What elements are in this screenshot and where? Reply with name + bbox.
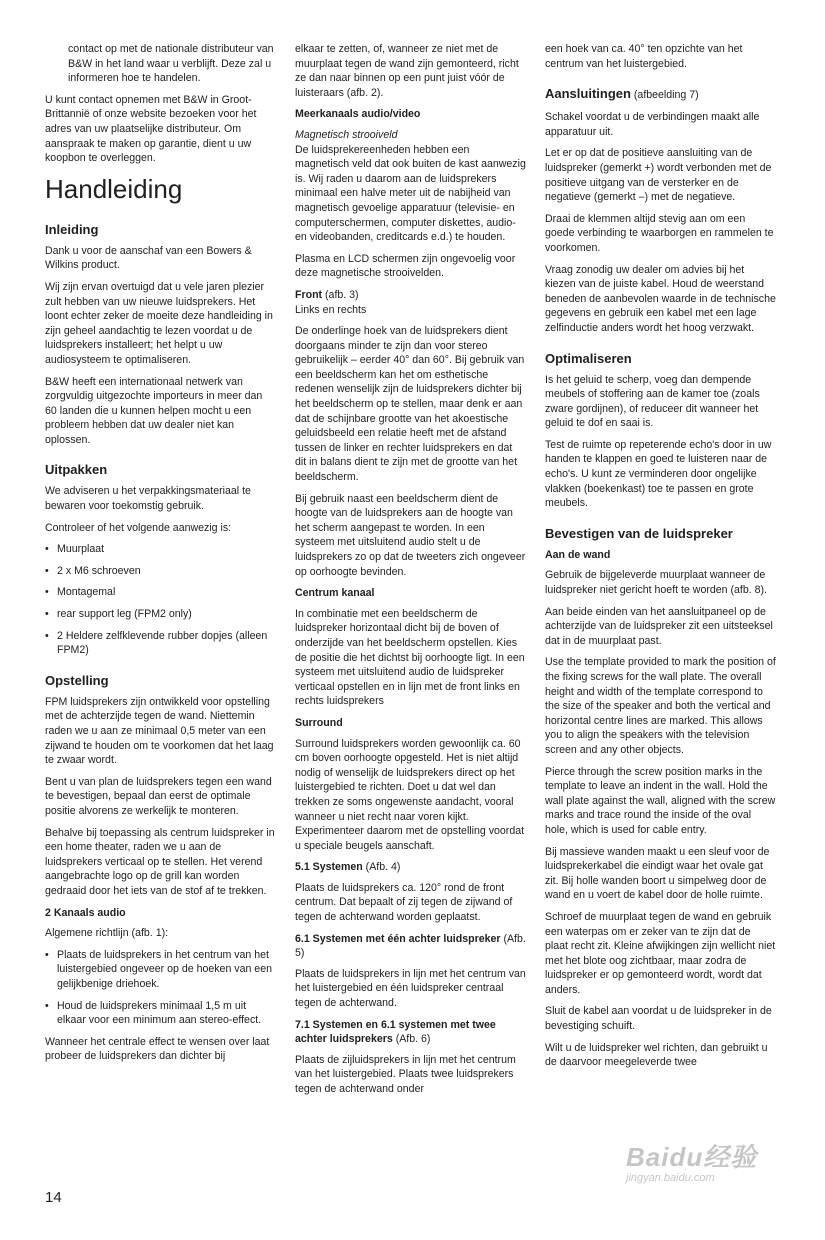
- heading-text: Aansluitingen: [545, 86, 631, 102]
- paragraph: Test de ruimte op repeterende echo's door in uw handen te klappen en goed te luisteren naar de echo's. U kunt ze verminderen door ongelijke vlakken (boekenkast) toe te passen en grote meubels.: [545, 438, 772, 510]
- paragraph: Plasma en LCD schermen zijn ongevoelig voor deze magnetische strooivelden.: [295, 252, 516, 280]
- subheading-7-1: [295, 1018, 526, 1047]
- paragraph: FPM luidsprekers zijn ontwikkeld voor opstelling met de achterzijde tegen de wand. Niettemin raden we u aan ze minimaal 0,5 meter van een zijwand te houden om te voorkomen dat het laag te zwaar wordt.: [45, 695, 274, 767]
- paragraph: Pierce through the screw position marks in the template to leave an indent in the wall. Hold the wall plate against the wall, aligned with the screw marks and trace round the inside of the oval hole, which is used for cable entry.: [545, 765, 776, 836]
- paragraph: Bent u van plan de luidsprekers tegen een wand te bevestigen, bepaal dan eerst de optimale positie alvorens ze werkelijk te monteren.: [45, 775, 272, 817]
- figure-reference: (afb. 3): [322, 288, 359, 301]
- paragraph: elkaar te zetten, of, wanneer ze niet met de muurplaat tegen de wand zijn gemonteerd, richt ze dan naar binnen op een punt juist vóór de luisteraars (afb. 2).: [295, 43, 519, 99]
- paragraph: Let er op dat de positieve aansluiting van de luidspreker (gemerkt +) wordt verbonden met de positieve uitgang van de versterker en de negatieve (gemerkt –) met de negatieve.: [545, 147, 772, 204]
- heading-text: 6.1 Systemen met één achter luidspreker: [295, 932, 501, 945]
- subheading-5-1: [295, 860, 526, 875]
- list-item: • rear support leg (FPM2 only): [45, 607, 276, 622]
- paragraph: Plaats de luidsprekers in lijn met het centrum van het luistergebied en één luidspreker centraal tegen de achterwand.: [295, 967, 526, 1010]
- paragraph: Controleer of het volgende aanwezig is:: [45, 521, 232, 534]
- paragraph: U kunt contact opnemen met B&W in Groot-Brittannië of onze website bezoeken voor het adres van uw plaatselijke distributeur. Om aanspraak te maken op garantie, dient u uw koopbon te overleggen.: [45, 93, 257, 165]
- paragraph: Algemene richtlijn (afb. 1):: [45, 927, 169, 940]
- section-heading-uitpakken: Uitpakken: [45, 462, 108, 478]
- column-1: [45, 42, 276, 1071]
- paragraph: In combinatie met een beeldscherm de luidspreker horizontaal dicht bij de boven of onderzijde van het beeldscherm opstellen. Kies de positie die het dichtst bij oorhoogte ligt. In een systeem met uitsluitend audio de luidspreker verticaal opstellen en in lijn met de front links en rechts luidsprekers: [295, 607, 525, 708]
- list-item: • Houd de luidsprekers minimaal 1,5 m uit elkaar voor een minimum aan stereo-effect.: [45, 999, 276, 1028]
- paragraph: Schakel voordat u de verbindingen maakt alle apparatuur uit.: [545, 111, 760, 138]
- paragraph: Draai de klemmen altijd stevig aan om een goede verbinding te waarborgen en rammelen te voorkomen.: [545, 212, 774, 254]
- paragraph: contact op met de nationale distributeur van B&W in het land waar u verblijft. Deze zal u informeren hoe te handelen.: [68, 43, 274, 85]
- list-item: • 2 Heldere zelfklevende rubber dopjes (alleen FPM2): [45, 629, 276, 658]
- subheading-surround: Surround: [295, 716, 343, 729]
- paragraph: Sluit de kabel aan voordat u de luidspreker in de bevestiging schuift.: [545, 1005, 772, 1033]
- list-item: • Plaats de luidsprekers in het centrum van het luistergebied ongeveer op de hoeken van een gelijkbenige driehoek.: [45, 948, 276, 992]
- paragraph: Surround luidsprekers worden gewoonlijk ca. 60 cm boven oorhoogte opgesteld. Het is niet altijd nodig of wenselijk de luidsprekers direct op het luistergebied te richten. Doet u dat wel dan trekken ze soms ongewenste aandacht, vooral wanneer u niet recht naar voren kijkt. Experimenteer daarom met de opstelling voordat u speciale beugels aanschaft.: [295, 737, 525, 852]
- paragraph: een hoek van ca. 40° ten opzichte van het centrum van het luistergebied.: [545, 43, 743, 70]
- italic-label: Magnetisch strooiveld: [295, 128, 398, 141]
- list-item: • Muurplaat: [45, 542, 276, 557]
- figure-reference: (Afb. 6): [392, 1033, 431, 1046]
- section-heading-inleiding: Inleiding: [45, 221, 99, 237]
- paragraph: Schroef de muurplaat tegen de wand en gebruik een waterpas om er zeker van te zijn dat de plaat recht zit. Kleine afwijkingen zijn wellicht niet met het blote oog zichtbaar, maar zodra de luidspreker er op gemonteerd wordt, wordt dat anders.: [545, 910, 776, 996]
- heading-text: 5.1 Systemen: [295, 861, 363, 874]
- watermark-brand: Baidu经验: [626, 1142, 758, 1172]
- paragraph: Wilt u de luidspreker wel richten, dan gebruikt u de daarvoor meegeleverde twee: [545, 1041, 768, 1069]
- figure-reference: (Afb. 4): [362, 861, 401, 874]
- paragraph: Bij gebruik naast een beeldscherm dient de hoogte van de luidsprekers aan de hoogte van het scherm aangepast te worden. In een systeem met uitsluitend audio stelt u de luidsprekers zo op dat de tweeters zich ongeveer op oorhoogte bevinden.: [295, 492, 526, 578]
- paragraph: Gebruik de bijgeleverde muurplaat wanneer de luidspreker niet gericht hoeft te worden (afb. 8).: [545, 569, 767, 597]
- paragraph: Use the template provided to mark the position of the fixing screws for the wall plate. The overall height and width of the template correspond to the size of the speaker and both the vertical and horizontal centre lines are marked. This allows you to align the speakers with the television screen and any other objects.: [545, 656, 776, 756]
- list-item: • Montagemal: [45, 585, 276, 600]
- subheading-front: Front: [295, 288, 323, 301]
- list-item: • 2 x M6 schroeven: [45, 564, 276, 579]
- subheading-6-1: [295, 932, 526, 961]
- watermark: [626, 1143, 776, 1189]
- paragraph: Aan beide einden van het aansluitpaneel op de achterzijde van de luidspreker zit een uitsteeksel dat in de muurplaat past.: [545, 605, 773, 647]
- column-2: [295, 42, 526, 1104]
- subheading-2-kanaals: 2 Kanaals audio: [45, 906, 126, 919]
- paragraph: B&W heeft een internationaal netwerk van zorgvuldig uitgezochte importeurs in meer dan 60 landen die u kunnen helpen mocht u een probleem hebben dat uw dealer niet kan oplossen.: [45, 375, 263, 446]
- subheading-centrum: Centrum kanaal: [295, 587, 375, 600]
- subheading-aan-de-wand: Aan de wand: [545, 548, 611, 561]
- paragraph: Is het geluid te scherp, voeg dan dempende meubels of stoffering aan de kamer toe (zoals zware gordijnen), of reduceer dit wanneer het geluid te dof en saai is.: [545, 373, 760, 430]
- paragraph: Bij massieve wanden maakt u een sleuf voor de luidsprekerkabel die eindigt waar het ovale gat zit. Bij holle wanden boort u simpelweg door de wand en u voert de kabel door de holle ruimte.: [545, 845, 770, 902]
- watermark-url: jingyan.baidu.com: [626, 1172, 715, 1184]
- section-heading-opstelling: Opstelling: [45, 672, 109, 688]
- paragraph: Wanneer het centrale effect te wensen over laat probeer de luidsprekers dan dichter bij: [45, 1035, 270, 1063]
- paragraph: Plaats de luidsprekers ca. 120° rond de front centrum. Dat bepaalt of zij tegen de zijwand of tegen de achterwand worden geplaatst.: [295, 881, 513, 924]
- paragraph-text: Links en rechts: [295, 303, 367, 316]
- heading-text: 7.1 Systemen en 6.1 systemen met twee achter luidsprekers: [295, 1018, 496, 1046]
- figure-reference: (afbeelding 7): [630, 89, 699, 102]
- column-3: [545, 42, 776, 1077]
- subheading-meerkanaals: Meerkanaals audio/video: [295, 108, 421, 121]
- paragraph-front: [295, 288, 526, 317]
- page-number: 14: [45, 1189, 62, 1206]
- figure-reference: (Afb. 5): [295, 932, 526, 960]
- paragraph-text: De luidsprekereenheden hebben een magnetisch veld dat ook buiten de kast aanwezig is. Wij raden u daarom aan de luidsprekers minimaal een halve meter uit de nabijheid van magnetisch gevoelige apparatuur (televisie- en computerschermen, computer diskettes, audio- en videobanden, creditcards e.d.) te houden.: [295, 143, 526, 244]
- section-heading-optimaliseren: Optimaliseren: [545, 350, 632, 366]
- paragraph: Behalve bij toepassing als centrum luidspreker in een home theater, raden we u aan de luidsprekers verticaal op te stellen. Het verend aangebrachte logo op de grill kan worden gedraaid door het iets van de stof af te trekken.: [45, 826, 275, 897]
- paragraph: Wij zijn ervan overtuigd dat u vele jaren plezier zult hebben van uw nieuwe luidsprekers. Het loont echter zeker de moeite deze handleiding in zijn geheel aandachtig te lezen voordat u de luidsprekers installeert; het helpt u uw audiosysteem te optimaliseren.: [45, 280, 273, 366]
- section-heading-aansluitingen: [545, 85, 776, 104]
- paragraph: Plaats de zijluidsprekers in lijn met het centrum van het luistergebied. Plaats twee luidsprekers tegen de achterwand onder: [295, 1053, 516, 1095]
- page-title: Handleiding: [45, 173, 183, 204]
- section-heading-bevestigen: Bevestigen van de luidspreker: [545, 525, 733, 541]
- paragraph: We adviseren u het verpakkingsmateriaal te bewaren voor toekomstig gebruik.: [45, 485, 251, 513]
- paragraph: Vraag zonodig uw dealer om advies bij het kiezen van de juiste kabel. Houd de weerstand beneden de aanbevolen waarde in de technische gegevens en gebruik een kabel met een lage zelfinductie anders wordt het hoog verzwakt.: [545, 263, 776, 334]
- paragraph: De onderlinge hoek van de luidsprekers dient doorgaans minder te zijn dan voor stereo gebruikelijk – eerder 40° dan 60°. Bij gebruik van een beeldscherm kan het om esthetische redenen wenselijk zijn de luidsprekers dichter bij het beeldscherm op te stellen, maar denk er aan dat de schijnbare grootte van het akoestische geluidsbeeld een relatie heeft met de afstand tussen de linker en rechter luidsprekers en dat dit in balans dient te zijn met de grootte van het beeldscherm.: [295, 325, 525, 484]
- paragraph-magnetisch: [295, 128, 526, 245]
- paragraph: Dank u voor de aanschaf van een Bowers & Wilkins product.: [45, 244, 252, 272]
